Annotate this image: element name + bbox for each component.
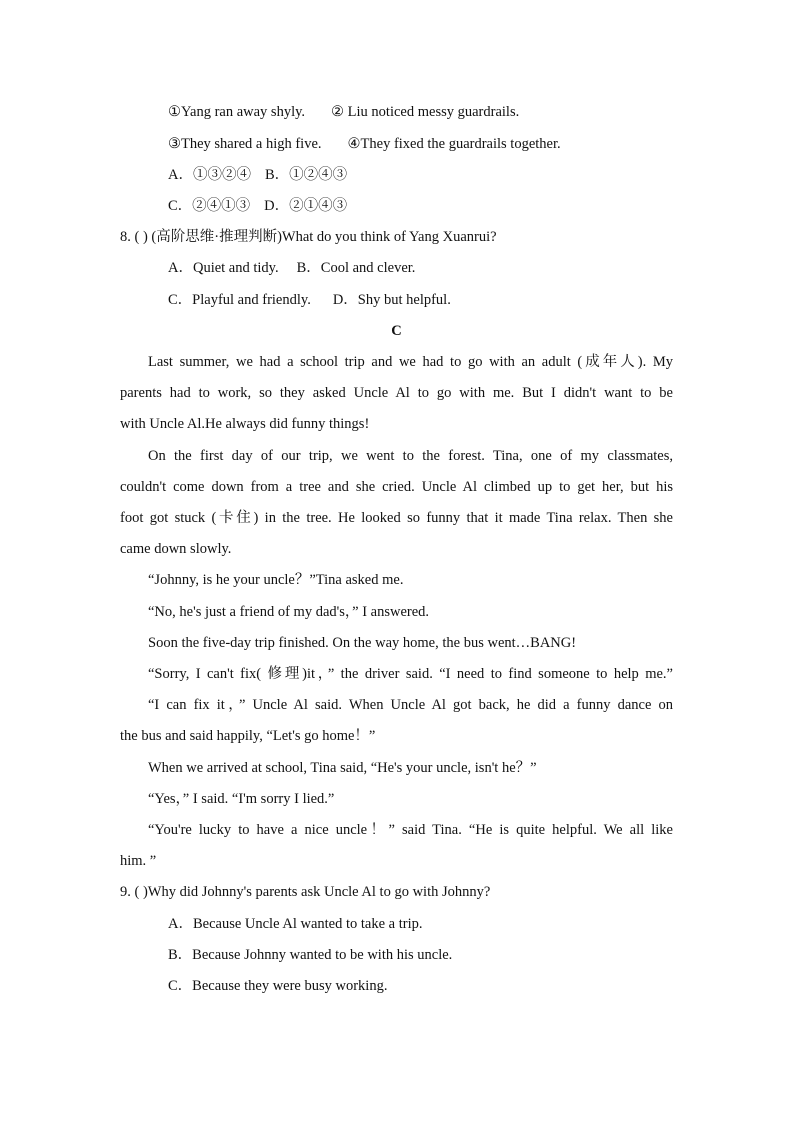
- passage-p2-line-3: foot got stuck (卡住) in the tree. He looked so funny that it made Tina relax. Then she: [120, 510, 673, 526]
- passage-p1-line-3: with Uncle Al.He always did funny things!: [120, 416, 370, 432]
- q7-choice-b: B．①②④③: [264, 167, 348, 183]
- q8-choices-row-1: [168, 258, 415, 278]
- passage-p10-line-2: him. ”: [120, 853, 157, 869]
- q9-choice-c: C．Because they were busy working.: [168, 978, 388, 994]
- q7-choices-row-2: [168, 196, 347, 216]
- q8-choice-b: B．Cool and clever.: [296, 260, 416, 276]
- q8-choices-row-2: [168, 290, 451, 310]
- passage-p7-line-2: the bus and said happily, “Let's go home！”: [120, 728, 376, 744]
- passage-p2-line-2: couldn't come down from a tree and she cried. Uncle Al climbed up to get her, but his: [120, 479, 673, 495]
- q7-choice-a: A．①③②④: [168, 167, 251, 183]
- passage-p9: “Yes，” I said. “I'm sorry I lied.”: [148, 791, 335, 807]
- passage-p4: “No, he's just a friend of my dad's，” I answered.: [148, 604, 430, 620]
- q7-event-2: ② Liu noticed messy guardrails.: [331, 104, 520, 120]
- q7-event-4: ④They fixed the guardrails together.: [347, 136, 561, 152]
- q7-event-3: ③They shared a high five.: [168, 136, 322, 152]
- q7-events-row-2: [168, 134, 561, 154]
- passage-p6: “Sorry, I can't fix( 修理)it，” the driver said. “I need to find someone to help me.”: [148, 666, 673, 682]
- passage-p1-line-2: parents had to work, so they asked Uncle Al to go with me. But I didn't want to be: [120, 385, 673, 401]
- q9-choice-b: B．Because Johnny wanted to be with his uncle.: [168, 947, 453, 963]
- passage-p5: Soon the five-day trip finished. On the way home, the bus went…BANG!: [148, 635, 577, 651]
- q7-choice-c: C．②④①③: [168, 198, 251, 214]
- passage-p2-line-1: On the first day of our trip, we went to the forest. Tina, one of my classmates,: [148, 448, 673, 464]
- q8-choice-a: A．Quiet and tidy.: [168, 260, 279, 276]
- q7-events-row-1: [168, 102, 519, 122]
- q8-choice-c: C．Playful and friendly.: [168, 292, 311, 308]
- passage-p7-line-1: “I can fix it，” Uncle Al said. When Uncle Al got back, he did a funny dance on: [148, 697, 673, 713]
- passage-p10-line-1: “You're lucky to have a nice uncle！” said Tina. “He is quite helpful. We all like: [148, 822, 673, 838]
- q9-stem: 9. ( )Why did Johnny's parents ask Uncle Al to go with Johnny?: [120, 884, 491, 900]
- q8-choice-d: D．Shy but helpful.: [332, 292, 451, 308]
- q7-event-1: ①Yang ran away shyly.: [168, 104, 306, 120]
- q9-choice-a: A．Because Uncle Al wanted to take a trip.: [168, 916, 423, 932]
- passage-p8: When we arrived at school, Tina said, “He's your uncle, isn't he？”: [148, 760, 537, 776]
- section-c-title: C: [391, 323, 402, 339]
- q7-choices-row-1: [168, 165, 347, 185]
- q7-choice-d: D．②①④③: [264, 198, 348, 214]
- passage-p3: “Johnny, is he your uncle？”Tina asked me.: [148, 572, 404, 588]
- passage-p1-line-1: Last summer, we had a school trip and we had to go with an adult (成年人). My: [148, 354, 673, 370]
- q8-stem: 8. ( ) (高阶思维·推理判断)What do you think of Yang Xuanrui?: [120, 229, 497, 245]
- passage-p2-line-4: came down slowly.: [120, 541, 232, 557]
